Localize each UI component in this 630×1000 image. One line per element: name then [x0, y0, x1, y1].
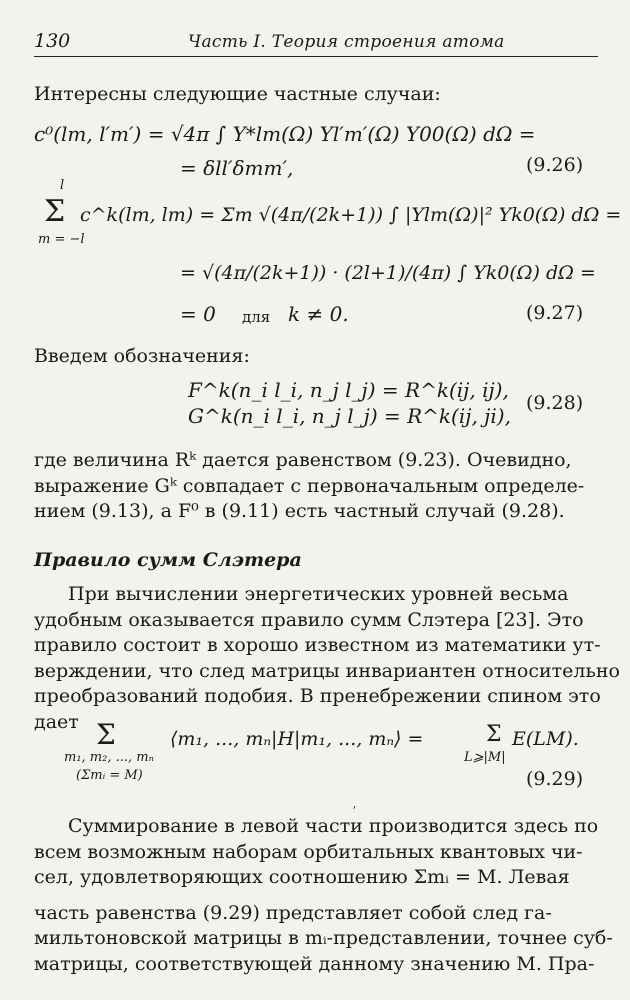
eq-9-27-line3-a: = 0: [180, 302, 216, 326]
header-rule: [34, 56, 598, 57]
paragraph-line: сел, удовлетворяющих соотношению Σmᵢ = M. Левая: [34, 866, 570, 888]
paragraph-line: верждении, что след матрицы инвариантен относительно: [34, 659, 620, 682]
eq-9-27-line2: = √(4π/(2k+1)) · (2l+1)/(4π) ∫ Yk0(Ω) dΩ =: [180, 262, 596, 284]
paragraph-line: правило состоит в хорошо известном из математики ут-: [34, 634, 601, 656]
eq-9-29-number: (9.29): [526, 768, 584, 790]
eq-9-29-sum-sub2: (Σmᵢ = M): [76, 768, 143, 783]
page-number: 130: [34, 30, 71, 52]
eq-9-28-line2: G^k(n_i l_i, n_j l_j) = R^k(ij, ji),: [188, 404, 511, 428]
eq-9-27-line3-b: для: [242, 308, 271, 326]
eq-9-28-number: (9.28): [526, 392, 584, 414]
paragraph-3: [34, 814, 613, 977]
eq-9-29-rhs: E(LM).: [512, 728, 579, 750]
paragraph-2: [34, 582, 620, 735]
eq-9-27-sum-bottom: m = −l: [38, 232, 85, 247]
paragraph-line: всем возможным наборам орбитальных квантовых чи-: [34, 840, 583, 863]
paragraph-line: преобразований подобия. В пренебрежении спином это: [34, 685, 601, 707]
paragraph-line: мильтоновской матрицы в mᵢ-представлении, точнее суб-: [34, 927, 613, 949]
paragraph-line: удобным оказывается правило сумм Слэтера [23]. Это: [34, 608, 584, 631]
paragraph-line: часть равенства (9.29) представляет собой след га-: [34, 901, 552, 924]
notation-intro: Введем обозначения:: [34, 345, 250, 367]
sum-symbol-icon: Σ: [96, 718, 116, 751]
running-head: Часть I. Теория строения атома: [188, 32, 505, 52]
eq-9-29-body: ⟨m₁, ..., mₙ|H|m₁, ..., mₙ⟩ =: [170, 728, 424, 750]
eq-9-27-line1: c^k(lm, lm) = Σm √(4π/(2k+1)) ∫ |Ylm(Ω)|² Yk0(Ω) dΩ =: [80, 204, 622, 226]
paragraph-line: выражение Gᵏ совпадает с первоначальным определе-: [34, 474, 585, 497]
paragraph-line: матрицы, соответствующей данному значению M. Пра-: [34, 952, 595, 975]
eq-9-26-line2: = δll′δmm′,: [180, 156, 294, 180]
paragraph-line: где величина Rᵏ дается равенством (9.23). Очевидно,: [34, 449, 572, 471]
sum-symbol-icon: Σ: [486, 722, 502, 747]
intro-line: Интересны следующие частные случаи:: [34, 83, 441, 105]
paragraph-line: При вычислении энергетических уровней весьма: [68, 583, 569, 605]
paragraph-line: дает: [34, 710, 79, 733]
eq-9-28-line1: F^k(n_i l_i, n_j l_j) = R^k(ij, ij),: [188, 378, 509, 402]
eq-9-27-number: (9.27): [526, 302, 584, 324]
eq-9-27-line3-c: k ≠ 0.: [288, 302, 349, 326]
eq-9-29-sum-sub1: m₁, m₂, ..., mₙ: [64, 750, 154, 765]
eq-9-26-line1: c⁰(lm, l′m′) = √4π ∫ Y*lm(Ω) Yl′m′(Ω) Y00(Ω) dΩ =: [34, 122, 536, 146]
section-heading: Правило сумм Слэтера: [34, 549, 302, 571]
eq-9-29-rhs-sub: L⩾|M|: [464, 750, 506, 765]
eq-9-27-sum-top: l: [60, 178, 65, 193]
stray-mark: ʼ: [352, 804, 356, 818]
paragraph-line: нием (9.13), а F⁰ в (9.11) есть частный случай (9.28).: [34, 500, 565, 522]
paragraph-line: Суммирование в левой части производится здесь по: [68, 815, 599, 837]
paragraph-1: [34, 448, 598, 525]
eq-9-26-number: (9.26): [526, 154, 584, 176]
sum-symbol-icon: Σ: [44, 194, 66, 229]
